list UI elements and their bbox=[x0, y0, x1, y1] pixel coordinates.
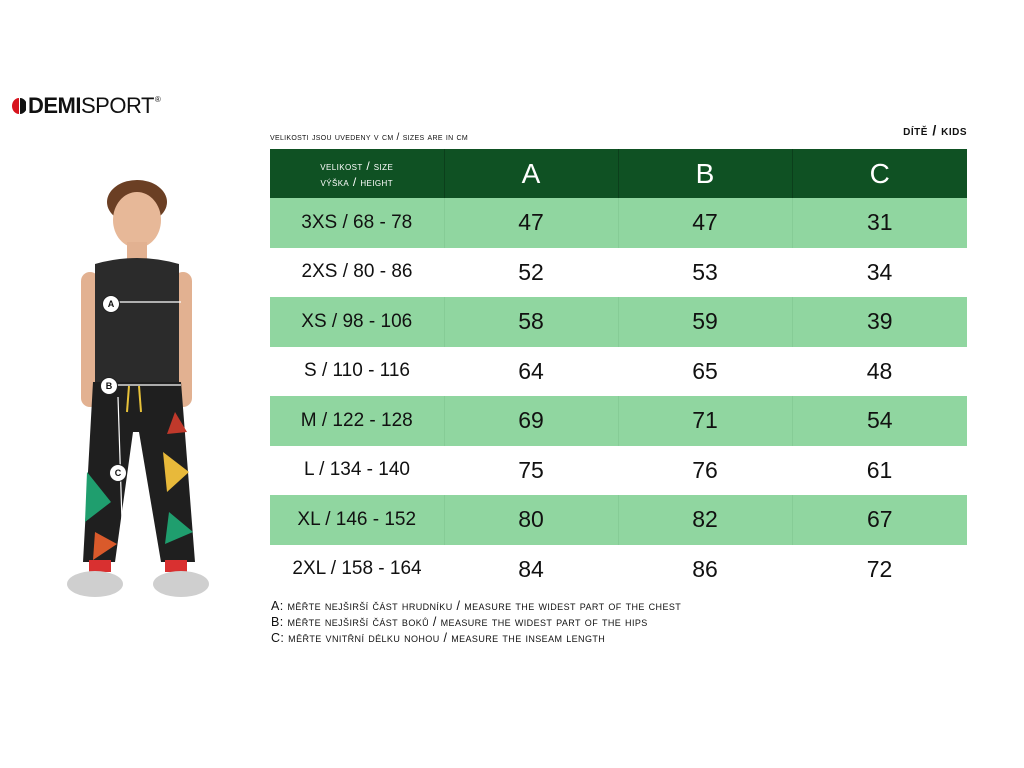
cell-a: 64 bbox=[444, 347, 618, 397]
cell-size: 2XL / 158 - 164 bbox=[270, 545, 444, 595]
logo-text-bold: DEMI bbox=[28, 93, 81, 118]
header-col-b: B bbox=[618, 149, 792, 198]
child-model-illustration bbox=[55, 172, 220, 607]
cell-c: 54 bbox=[792, 396, 967, 446]
cell-size: 3XS / 68 - 78 bbox=[270, 198, 444, 248]
marker-c-label: C bbox=[114, 468, 122, 478]
cell-b: 53 bbox=[618, 248, 792, 298]
cell-a: 84 bbox=[444, 545, 618, 595]
category-label: dítě / kids bbox=[903, 122, 967, 138]
marker-a-label: A bbox=[107, 299, 115, 309]
cell-size: 2XS / 80 - 86 bbox=[270, 248, 444, 298]
cell-c: 34 bbox=[792, 248, 967, 298]
cell-b: 65 bbox=[618, 347, 792, 397]
measurement-notes bbox=[271, 598, 681, 646]
table-row bbox=[270, 198, 967, 248]
cell-size: XS / 98 - 106 bbox=[270, 297, 444, 347]
cell-size: XL / 146 - 152 bbox=[270, 495, 444, 545]
cell-c: 61 bbox=[792, 446, 967, 496]
marker-a bbox=[102, 295, 120, 313]
marker-c bbox=[109, 464, 127, 482]
cell-a: 80 bbox=[444, 495, 618, 545]
cell-b: 76 bbox=[618, 446, 792, 496]
cell-b: 59 bbox=[618, 297, 792, 347]
cell-a: 47 bbox=[444, 198, 618, 248]
cell-c: 48 bbox=[792, 347, 967, 397]
logo-registered-mark: ® bbox=[154, 94, 161, 104]
cell-a: 69 bbox=[444, 396, 618, 446]
table-row bbox=[270, 545, 967, 595]
cell-c: 39 bbox=[792, 297, 967, 347]
table-row bbox=[270, 248, 967, 298]
note-chest: A: měřte nejširší část hrudníku / measure the widest part of the chest bbox=[271, 599, 682, 613]
table-row bbox=[270, 446, 967, 496]
cell-b: 71 bbox=[618, 396, 792, 446]
cell-b: 86 bbox=[618, 545, 792, 595]
marker-b bbox=[100, 377, 118, 395]
table-header-row bbox=[270, 149, 967, 198]
note-hips: B: měřte nejširší část boků / measure the widest part of the hips bbox=[271, 615, 648, 629]
header-col-c: C bbox=[792, 149, 967, 198]
header-label-line2: výška / height bbox=[320, 174, 393, 189]
cell-b: 47 bbox=[618, 198, 792, 248]
cell-size: L / 134 - 140 bbox=[270, 446, 444, 496]
note-inseam: C: měřte vnitřní délku nohou / measure the inseam length bbox=[271, 631, 606, 645]
cell-size: M / 122 - 128 bbox=[270, 396, 444, 446]
table-row bbox=[270, 347, 967, 397]
size-table bbox=[270, 149, 967, 594]
table-row bbox=[270, 495, 967, 545]
cell-c: 72 bbox=[792, 545, 967, 595]
cell-c: 67 bbox=[792, 495, 967, 545]
header-label-line1: velikost / size bbox=[320, 158, 394, 173]
logo-text-light: SPORT bbox=[81, 93, 154, 118]
units-note: velikosti jsou uvedeny v cm / sizes are in cm bbox=[270, 132, 469, 143]
cell-a: 75 bbox=[444, 446, 618, 496]
logo-mark-icon bbox=[10, 96, 26, 116]
cell-a: 58 bbox=[444, 297, 618, 347]
table-row bbox=[270, 396, 967, 446]
header-col-a: A bbox=[444, 149, 618, 198]
header-size-label bbox=[270, 149, 444, 198]
table-row bbox=[270, 297, 967, 347]
cell-a: 52 bbox=[444, 248, 618, 298]
marker-b-label: B bbox=[105, 381, 113, 391]
cell-c: 31 bbox=[792, 198, 967, 248]
cell-size: S / 110 - 116 bbox=[270, 347, 444, 397]
brand-logo bbox=[10, 92, 160, 120]
cell-b: 82 bbox=[618, 495, 792, 545]
